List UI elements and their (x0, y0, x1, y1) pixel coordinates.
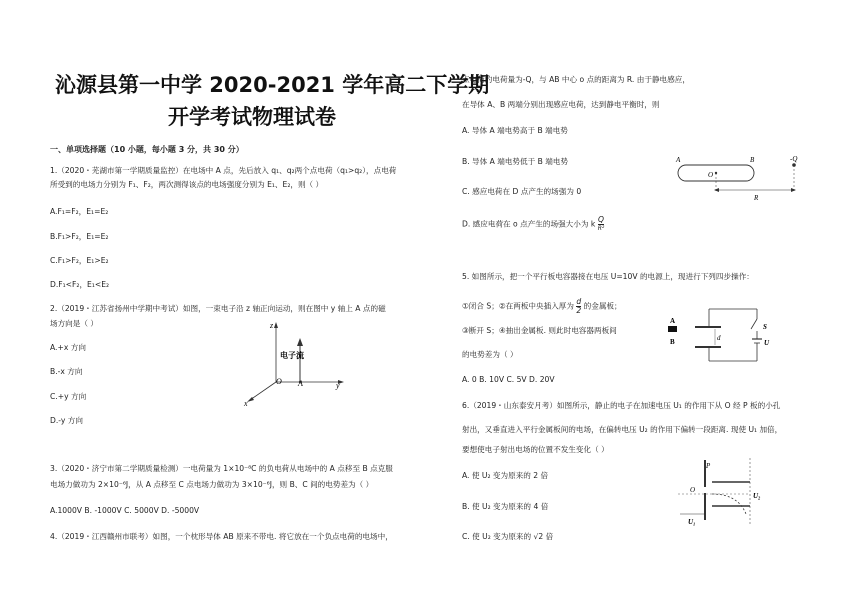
q4-fig-o: O (708, 171, 714, 179)
q5-step2: ③断开 S；④抽出金属板. 则此时电容器两板间 (462, 326, 617, 335)
q5-fig-d: d (717, 334, 721, 342)
q2-fig-z: z (270, 321, 274, 330)
q4-fraction (598, 216, 605, 233)
q6-option-b: B. 使 U₂ 变为原来的 4 倍 (462, 502, 549, 511)
q6-stem-line2: 射出，又垂直进入平行金属板间的电场，在偏转电压 U₂ 的作用下偏转一段距离. 现使 U₁ 加倍， (462, 425, 783, 434)
q4-fig-a: A (676, 156, 681, 164)
q4-fraction-num: Q (598, 215, 604, 224)
q4-option-c: C. 感应电荷在 D 点产生的场强为 0 (462, 187, 582, 196)
q4-option-d-text: D. 感应电荷在 o 点产生的场强大小为 k (462, 219, 596, 229)
q2-axis-figure (236, 318, 356, 408)
q6-fig-u2: U₂ (753, 492, 761, 500)
q6-option-c-text: C. 使 U₂ 变为原来的 (462, 532, 532, 541)
q4-fig-q: -Q (790, 155, 798, 163)
page-title-line1: 沁源县第一中学 2020-2021 学年高二下学期 (55, 73, 490, 97)
q5-fig-b: B (670, 338, 675, 346)
q5-fraction-den: 2 (576, 306, 582, 315)
q4-continued-line1: 点电荷的电荷量为-Q，与 AB 中心 o 点的距离为 R. 由于静电感应， (462, 75, 690, 84)
q2-stem-line1: 2.（2019・江苏省扬州中学期中考试）如图，一束电子沿 z 轴正向运动，则在图中 y 轴上 A 点的磁 (50, 304, 386, 313)
q2-option-d: D.-y 方向 (50, 416, 83, 425)
q5-fraction (576, 298, 581, 315)
q2-fig-x: x (244, 399, 248, 408)
q4-fig-r: R (754, 194, 759, 202)
q1-stem-line2: 所受到的电场力分别为 F₁、F₂，两次测得该点的电场强度分别为 E₁、E₂，则（ ） (50, 180, 324, 189)
q6-fig-p: P (706, 462, 711, 470)
q5-capacitor-figure (665, 303, 775, 365)
q2-fig-electron-beam: 电子流 (280, 351, 304, 360)
q4-continued-line2: 在导体 A、B 两端分别出现感应电荷，达到静电平衡时，则 (462, 100, 660, 109)
q4-fig-b: B (750, 156, 755, 164)
q1-option-d: D.F₁<F₂，E₁<E₂ (50, 280, 110, 289)
q4-conductor-figure (672, 153, 807, 203)
q5-step1-b: 的金属板； (583, 301, 622, 311)
q3-options: A.1000V B. -1000V C. 5000V D. -5000V (50, 506, 200, 515)
q5-step3: 的电势差为（ ） (462, 350, 518, 359)
q4-fraction-den: R² (597, 225, 605, 232)
q2-option-c: C.+y 方向 (50, 392, 87, 401)
q5-fig-s: S (763, 323, 767, 331)
q5-stem: 5. 如图所示，把一个平行板电容器接在电压 U=10V 的电源上，现进行下列四步操作： (462, 272, 754, 281)
q4-option-a: A. 导体 A 端电势高于 B 端电势 (462, 126, 568, 135)
q1-option-c: C.F₁>F₂，E₁>E₂ (50, 256, 109, 265)
q1-option-a: A.F₁=F₂，E₁=E₂ (50, 207, 109, 216)
q6-option-c-unit: 倍 (545, 532, 554, 541)
q2-fig-a: A (298, 379, 303, 388)
q3-stem-line1: 3.（2020・济宁市第二学期质量检测）一电荷量为 1×10⁻⁸C 的负电荷从电场中的 A 点移至 B 点克服 (50, 464, 393, 473)
q6-stem-line3: 要想使电子射出电场的位置不发生变化（ ） (462, 445, 609, 454)
q5-step1-a: ①闭合 S；②在两板中央插入厚为 (462, 301, 574, 311)
q4-option-b: B. 导体 A 端电势低于 B 端电势 (462, 157, 569, 166)
q2-option-b: B.-x 方向 (50, 367, 83, 376)
q6-option-c (462, 532, 553, 542)
q5-step1 (462, 298, 622, 315)
q6-deflection-figure (672, 454, 772, 532)
q2-fig-o: O (276, 377, 282, 386)
q6-fig-o: O (690, 486, 696, 494)
q5-fig-a: A (670, 317, 676, 325)
q6-stem-line1: 6.（2019・山东泰安月考）如图所示，静止的电子在加速电压 U₁ 的作用下从 O 经 P 板的小孔 (462, 401, 781, 410)
q1-option-b: B.F₁>F₂，E₁=E₂ (50, 232, 109, 241)
q4-option-d (462, 216, 604, 233)
q4-stem-line1: 4.（2019・江西赣州市联考）如图，一个枕形导体 AB 原来不带电. 将它放在一个负点电荷的电场中， (50, 532, 393, 541)
q6-fig-u1: U₁ (688, 518, 696, 526)
q3-stem-line2: 电场力做功为 2×10⁻⁶J，从 A 点移至 C 点电场力做功为 3×10⁻⁶J，则 B、C 间的电势差为（ ） (50, 480, 374, 489)
q6-option-a: A. 使 U₂ 变为原来的 2 倍 (462, 471, 549, 480)
q5-options: A. 0 B. 10V C. 5V D. 20V (462, 375, 555, 384)
q6-sqrt: √2 (533, 532, 544, 541)
section-heading: 一、单项选择题（10 小题，每小题 3 分，共 30 分） (50, 145, 244, 154)
page-title-line2: 开学考试物理试卷 (168, 105, 336, 129)
q2-stem-line2: 场方向是（ ） (50, 319, 98, 328)
q1-stem-line1: 1.（2020・芜湖市第一学期质量监控）在电场中 A 点，先后放入 q₁、q₂两个点电荷（q₁>q₂），点电荷 (50, 166, 397, 175)
q5-fraction-num: d (576, 297, 582, 306)
q2-fig-y: y (336, 381, 340, 390)
q5-fig-u: U (764, 339, 770, 347)
q2-option-a: A.+x 方向 (50, 343, 86, 352)
